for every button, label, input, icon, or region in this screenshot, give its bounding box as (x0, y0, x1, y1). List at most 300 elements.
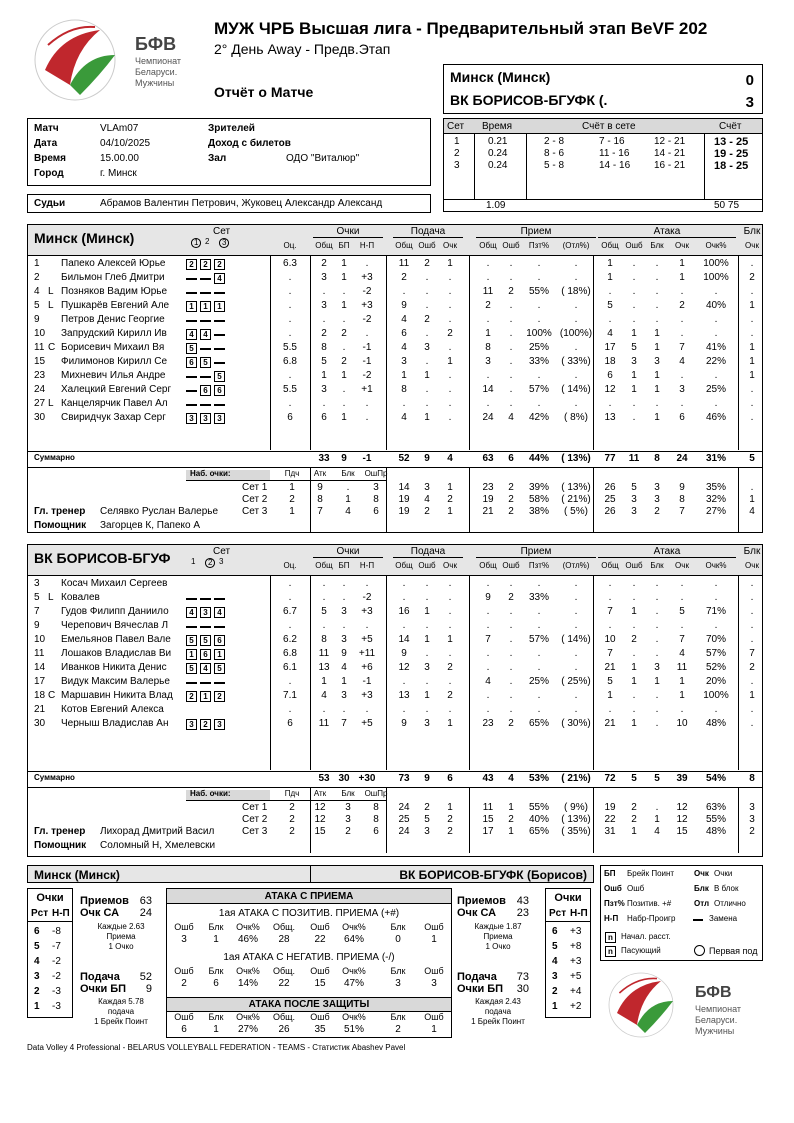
head-group-reception: Прием (520, 226, 552, 237)
first-serve-icon (694, 945, 705, 956)
stat-apc: 41% (705, 342, 726, 353)
stat-bk: . (750, 328, 754, 339)
stat-at: . (608, 314, 612, 325)
stat-rx: ( 14%) (561, 384, 591, 395)
substitution-mark (200, 598, 211, 600)
stat-ap: . (680, 578, 684, 589)
scored-label: Наб. очки: (190, 469, 231, 478)
player-name: Видук Максим Валерье (61, 677, 170, 687)
attack-rec-title: АТАКА С ПРИЕМА (264, 891, 354, 902)
stat-apc: 40% (705, 300, 726, 311)
stat-bk: 1 (749, 356, 755, 367)
stat-sp: . (448, 398, 452, 409)
scored-header: Блк (341, 789, 355, 798)
head-col-rp: Пзт% (528, 241, 550, 250)
right-rec: 43 (516, 895, 529, 907)
mini-value: 3 (395, 978, 401, 989)
rotation-balance: +3 (570, 926, 582, 937)
stat-re: . (509, 272, 513, 283)
per-set-at: 26 (604, 506, 616, 517)
stat-rating: . (288, 300, 292, 311)
per-set-ap: 15 (676, 826, 688, 837)
per-set-rt: 19 (482, 494, 494, 505)
stat-rp: . (537, 370, 541, 381)
per-set-ae: 2 (631, 814, 637, 825)
stat-rt: . (486, 578, 490, 589)
stat-rx: . (574, 300, 578, 311)
col-divider (738, 467, 739, 533)
stat-wl: +1 (361, 384, 373, 395)
stat-re: . (509, 384, 513, 395)
player-name: Бильмон Глеб Дмитри (61, 273, 165, 283)
stat-wl: +3 (361, 300, 373, 311)
substitution-mark (186, 626, 197, 628)
substitution-mark (186, 320, 197, 322)
stat-se: . (425, 286, 429, 297)
rotation-box: 1 (200, 691, 211, 702)
player-number: 30 (34, 718, 46, 729)
stat-ab: 1 (654, 328, 660, 339)
referees-box (27, 194, 431, 213)
set-time: 0.24 (488, 160, 508, 171)
rotation-box: 4 (214, 607, 225, 618)
assistant-name: Соломный Н, Хмелевски (100, 840, 216, 851)
right-serve: 73 (516, 971, 529, 983)
total-wl: +30 (358, 773, 376, 784)
label-hall: Зал (208, 153, 227, 164)
stat-ab: 3 (654, 356, 660, 367)
stat-bk: . (750, 606, 754, 617)
head-group-reception: Прием (520, 546, 552, 557)
per-set-scored: 2 (289, 826, 295, 837)
stat-re: . (509, 370, 513, 381)
stat-re: . (509, 634, 513, 645)
head-col-re: Ошб (502, 561, 520, 570)
rotation-number: 5 (552, 941, 558, 952)
player-number: 21 (34, 704, 46, 715)
col-divider (270, 575, 271, 770)
player-name: Косач Михаил Сергеев (61, 579, 168, 589)
stat-ae: 1 (631, 718, 637, 729)
legend-value: Замена (709, 914, 738, 923)
stat-pt: 11 (318, 718, 330, 729)
stat-rt: . (486, 648, 490, 659)
stat-ap: 2 (679, 300, 685, 311)
total-at: 72 (604, 773, 616, 784)
right-serve-note3: 1 Брейк Поинт (471, 1017, 525, 1026)
player-number: 11 (34, 648, 45, 659)
mini-value: 1 (431, 1024, 437, 1035)
stat-ab: 1 (654, 384, 660, 395)
stat-rx: . (574, 690, 578, 701)
legend-setter: Пасующий (621, 946, 661, 955)
right-rotation (545, 888, 591, 1018)
team1-section (27, 224, 763, 533)
head-col-ab: Блк (650, 241, 664, 250)
stat-sv: 4 (401, 342, 407, 353)
stat-re: . (509, 690, 513, 701)
stat-rt: 3 (485, 356, 491, 367)
head-col-ae: Ошб (625, 241, 643, 250)
per-set-apc: 32% (705, 494, 726, 505)
stat-apc: . (714, 398, 718, 409)
stat-ae: 3 (631, 356, 637, 367)
head-set-num: 3 (219, 238, 229, 248)
total-ap: 39 (676, 773, 688, 784)
set-number: 1 (454, 136, 460, 147)
logo-bottom-text: БФВ (695, 984, 732, 1001)
total-apc: 54% (705, 773, 726, 784)
rotation-number: 6 (34, 926, 40, 937)
head-col-re: Ошб (502, 241, 520, 250)
head-col-rating: Оц. (283, 561, 297, 570)
stat-rp: . (537, 272, 541, 283)
per-set-rx: ( 13%) (561, 482, 591, 493)
stat-rating: 6 (287, 412, 293, 423)
stat-ab: . (655, 272, 659, 283)
head-line (313, 237, 383, 238)
per-set-scored: 6 (373, 826, 379, 837)
stat-pt: 8 (321, 342, 327, 353)
stat-sv: 6 (401, 328, 407, 339)
stat-wl: -1 (362, 676, 372, 687)
mini-header: Блк (208, 966, 224, 976)
stat-at: 21 (604, 662, 616, 673)
right-serve-note1: Каждая 2.43 (475, 997, 521, 1006)
stat-se: . (425, 300, 429, 311)
stat-rx: (100%) (559, 328, 593, 339)
per-set-rt: 11 (482, 802, 494, 813)
total-pt: 33 (318, 453, 330, 464)
per-set-ab: 4 (654, 826, 660, 837)
first-pos-title: 1ая АТАКА С ПОЗИТИВ. ПРИЕМА (+#) (218, 908, 400, 919)
right-rot-title: Очки (554, 892, 582, 904)
rotation-box: 5 (214, 663, 225, 674)
score-team2: ВК БОРИСОВ-БГУФК (. (450, 92, 608, 108)
stat-sp: 1 (447, 718, 453, 729)
head-group-attack: Атака (653, 546, 681, 557)
rotation-balance: -3 (52, 1001, 61, 1012)
right-rec-label: Приемов (457, 895, 506, 907)
substitution-mark (214, 682, 225, 684)
scored-header: Атк (313, 789, 327, 798)
logo-bottom-sub2: Беларуси. (695, 1015, 738, 1025)
substitution-mark (214, 626, 225, 628)
stat-rx: . (574, 370, 578, 381)
stat-sv: . (402, 676, 406, 687)
stat-ae: . (632, 398, 636, 409)
per-set-scored: 15 (314, 826, 326, 837)
set-partial: 8 - 6 (544, 148, 565, 159)
player-name: Михневич Илья Андре (61, 371, 166, 381)
rotation-box: 6 (214, 385, 225, 396)
per-set-ae: 3 (631, 494, 637, 505)
player-number: 11 (34, 342, 45, 353)
stat-apc: 20% (705, 676, 726, 687)
mini-header: Блк (208, 922, 224, 932)
per-set-ae: 2 (631, 802, 637, 813)
stat-at: 5 (607, 676, 613, 687)
stat-rt: . (486, 662, 490, 673)
stat-apc: . (714, 314, 718, 325)
player-mark: С (48, 690, 56, 701)
rotation-box: 5 (200, 357, 211, 368)
stat-apc: . (714, 620, 718, 631)
mini-header: Очк% (342, 922, 366, 932)
per-set-re: 2 (508, 494, 514, 505)
stat-se: 1 (424, 634, 430, 645)
stat-sp: . (448, 606, 452, 617)
rotation-number: 6 (552, 926, 558, 937)
stat-rating: . (288, 314, 292, 325)
stat-sp: . (448, 578, 452, 589)
stat-pt: 6 (321, 412, 327, 423)
match-city: г. Минск (100, 168, 137, 179)
legend-key: Очк (694, 869, 709, 878)
stat-pt: . (322, 286, 326, 297)
stat-ab: . (655, 648, 659, 659)
mini-value: 22 (314, 934, 326, 945)
rotation-box: 3 (186, 719, 197, 730)
stat-wl: +5 (361, 634, 373, 645)
mini-value: 51% (343, 1024, 364, 1035)
stat-rt: 2 (485, 300, 491, 311)
rotation-box: 1 (214, 301, 225, 312)
player-number: 30 (34, 412, 46, 423)
stat-ab: 1 (654, 370, 660, 381)
sets-total-time: 1.09 (486, 200, 506, 211)
score-team1: Минск (Минск) (450, 69, 551, 85)
stat-sp: . (448, 342, 452, 353)
stat-bk: 7 (749, 648, 755, 659)
stat-ae: . (632, 300, 636, 311)
stat-pt: . (322, 398, 326, 409)
rotation-box: 5 (186, 343, 197, 354)
stat-pt: 1 (321, 370, 327, 381)
mini-value: 47% (343, 978, 364, 989)
stat-rating: 6.1 (283, 662, 297, 673)
logo-text: БФВ (135, 34, 177, 54)
stat-sv: . (402, 704, 406, 715)
per-set-apc: 55% (705, 814, 726, 825)
stat-rp: . (537, 690, 541, 701)
stat-bk: 1 (749, 370, 755, 381)
mini-header: Ошб (424, 922, 444, 932)
per-set-se: 3 (424, 482, 430, 493)
left-recpts: 24 (139, 907, 152, 919)
substitution-mark (200, 348, 211, 350)
mini-value: 14% (237, 978, 258, 989)
per-set-rt: 21 (482, 506, 494, 517)
stat-pt: . (322, 704, 326, 715)
stat-ae: . (632, 704, 636, 715)
head-set-num: 1 (191, 238, 201, 248)
stat-rating: . (288, 398, 292, 409)
per-set-ab: 3 (654, 494, 660, 505)
sets-total-score: 50 75 (714, 200, 740, 211)
stat-rp: 33% (528, 356, 549, 367)
stat-se: . (425, 384, 429, 395)
scored-header: Пдч (284, 469, 300, 478)
stat-sv: 3 (401, 356, 407, 367)
scored-header: Атк (313, 469, 327, 478)
stat-ae: 1 (631, 370, 637, 381)
stat-rt: . (486, 690, 490, 701)
left-rec-note3: 1 Очко (108, 942, 134, 951)
left-rot-h1: Рст (31, 908, 49, 919)
stat-se: 1 (424, 690, 430, 701)
legend-key: Н-П (604, 914, 619, 923)
attack-summary (166, 888, 452, 1038)
totals-line (28, 451, 762, 452)
per-set-label: Сет 3 (242, 826, 268, 837)
stat-sp: . (448, 620, 452, 631)
per-set-scored: 4 (345, 506, 351, 517)
stat-wl: . (365, 704, 369, 715)
substitution-mark (214, 292, 225, 294)
page-subtitle: 2° День Away - Предв.Этап (214, 41, 391, 57)
substitution-mark (214, 404, 225, 406)
stat-ab: . (655, 398, 659, 409)
stat-apc: 22% (705, 356, 726, 367)
head-group-block: Блк (743, 546, 761, 557)
bottom-team-bar (27, 865, 594, 883)
stat-rt: 9 (485, 592, 491, 603)
head-col-sp: Очк (443, 561, 457, 570)
mini-value: 35 (314, 1024, 326, 1035)
head-col-pt: Общ (315, 561, 333, 570)
set-score: 18 - 25 (714, 160, 749, 172)
stat-wl: . (365, 398, 369, 409)
set-score: 19 - 25 (714, 148, 749, 160)
per-set-rp: 40% (528, 814, 549, 825)
total-re: 4 (508, 773, 514, 784)
per-set-sv: 19 (398, 506, 410, 517)
rotation-box: 6 (200, 385, 211, 396)
stat-ae: 1 (631, 606, 637, 617)
player-number: 14 (34, 662, 46, 673)
player-name: Свиридчук Захар Серг (61, 413, 166, 423)
stat-se: . (425, 620, 429, 631)
stat-wl: . (365, 258, 369, 269)
page-title: МУЖ ЧРБ Высшая лига - Предварительный этап BeVF 202 (214, 19, 708, 38)
stat-rx: . (574, 578, 578, 589)
stat-rx: ( 25%) (561, 676, 591, 687)
rotation-balance: -2 (52, 971, 61, 982)
col-divider (386, 467, 387, 533)
player-name: Иванков Никита Денис (61, 663, 167, 673)
per-set-at: 26 (604, 482, 616, 493)
stat-bk: 1 (749, 342, 755, 353)
stat-se: . (425, 398, 429, 409)
stat-re: . (509, 606, 513, 617)
left-bp: 9 (145, 983, 152, 995)
label-match: Матч (34, 123, 59, 134)
head-col-rating: Оц. (283, 241, 297, 250)
stat-rt: . (486, 398, 490, 409)
stat-sp: 1 (447, 356, 453, 367)
col-divider (738, 575, 739, 770)
stat-at: 6 (607, 370, 613, 381)
mini-header: Общ. (272, 922, 296, 932)
stat-bp: 1 (341, 300, 347, 311)
stat-ab: . (655, 592, 659, 603)
stat-sv: 4 (401, 314, 407, 325)
stat-sv: 1 (401, 370, 407, 381)
player-name: Котов Евгений Алекса (61, 705, 164, 715)
player-mark: С (48, 342, 56, 353)
scored-header: Блк (341, 469, 355, 478)
label-spectators: Зрителей (208, 123, 255, 134)
per-set-rp: 65% (528, 826, 549, 837)
stat-sp: . (448, 370, 452, 381)
total-apc: 31% (705, 453, 726, 464)
stat-apc: 100% (703, 272, 729, 283)
legend-value: Очки (714, 869, 733, 878)
stat-ap: 3 (679, 384, 685, 395)
per-set-scored: 3 (345, 802, 351, 813)
rotation-number: 1 (552, 1001, 558, 1012)
head-line (393, 237, 463, 238)
stat-ae: . (632, 286, 636, 297)
head-col-se: Ошб (418, 561, 436, 570)
stat-sp: 2 (447, 328, 453, 339)
rotation-balance: +5 (570, 971, 582, 982)
stat-rx: . (574, 648, 578, 659)
scored-label: Наб. очки: (190, 789, 231, 798)
stat-rt: 8 (485, 342, 491, 353)
stat-pt: 2 (321, 328, 327, 339)
stat-ab: . (655, 704, 659, 715)
rotation-balance: +3 (570, 956, 582, 967)
head-col-sv: Общ (395, 561, 413, 570)
player-number: 3 (34, 578, 40, 589)
stat-pt: 5 (321, 356, 327, 367)
stat-rp: . (537, 662, 541, 673)
stat-rp: . (537, 704, 541, 715)
head-set-num: 2 (205, 237, 210, 246)
total-rx: ( 13%) (561, 453, 591, 464)
stat-wl: . (365, 412, 369, 423)
rotation-number: 2 (34, 986, 40, 997)
stat-bk: . (750, 412, 754, 423)
substitution-mark (200, 292, 211, 294)
stat-rp: 65% (528, 718, 549, 729)
stat-sp: . (448, 676, 452, 687)
mini-header: Ошб (310, 966, 330, 976)
stat-rp: 33% (528, 592, 549, 603)
stat-rp: 25% (528, 676, 549, 687)
label-city: Город (34, 168, 64, 179)
stat-wl: . (365, 328, 369, 339)
match-hall: ОДО "Виталюр" (286, 153, 360, 164)
head-col-sv: Общ (395, 241, 413, 250)
per-set-apc: 27% (705, 506, 726, 517)
total-bp: 30 (338, 773, 350, 784)
stat-rp: . (537, 258, 541, 269)
per-set-ae: 5 (631, 482, 637, 493)
set-partial: 14 - 16 (599, 160, 631, 171)
head-group-block: Блк (743, 226, 761, 237)
per-set-label: Сет 2 (242, 494, 268, 505)
stat-wl: +3 (361, 606, 373, 617)
total-re: 6 (508, 453, 514, 464)
rotation-box: 2 (200, 719, 211, 730)
per-set-sp: 1 (447, 802, 453, 813)
rotation-box: 3 (200, 607, 211, 618)
player-name: Пушкарёв Евгений Але (61, 301, 170, 311)
rotation-box: 1 (186, 649, 197, 660)
